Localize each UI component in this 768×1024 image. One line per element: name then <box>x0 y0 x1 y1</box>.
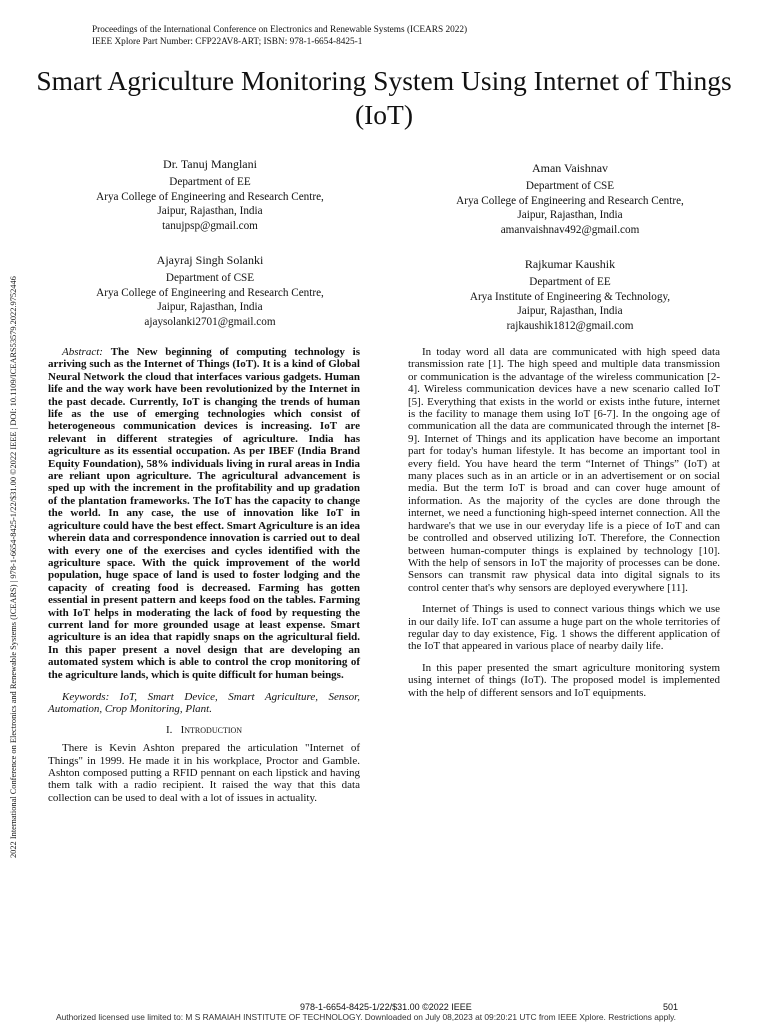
abstract-label: Abstract: <box>62 346 103 358</box>
conference-header <box>92 24 467 48</box>
author-dept: Department of EE <box>169 176 251 188</box>
author-block <box>405 257 735 333</box>
intro-paragraph: There is Kevin Ashton prepared the articulation "Internet of Things" in 1999. He made it in his workplace, Proctor and Gamble. Ashton composed putting a RFID pennant on each lipstick and having them talk with a radio recipient. It raised the way that this data collection can be used to deal with a lot of issues in actuality. <box>48 742 360 804</box>
author-name: Rajkumar Kaushik <box>524 257 616 271</box>
abstract-text: The New beginning of computing technology is arriving such as the Internet of Things (IoT). It is a kind of Global Neural Network the cloud that interfaces various gadgets. Human life and the way work have been revolutionized by the Internet in the past decade. Currently, IoT is changing the trends of human life as the use of emerging technologies which consist of heterogeneous communication devices is increasing. IoT are relevant in different strategies of agriculture. India has agriculture as its essential occupation. As per IBEF (India Brand Equity Foundation), 58% individuals living in rural areas in India are reliant upon agriculture. The agricultural advancement is sped up with the increment in the profitability and up gradation of the plantation frameworks. The IoT has the capacity to change the world. In any case, the use of innovation like IoT in agriculture could have the best effect. Smart Agriculture is an idea wherein data and correspondence innovation is carried out to deal with every one of the exercises and cycles identified with the agriculture space. With the quick improvement of the world population, huge space of land is used to foster lodging and the capacity of creating food is decreased. Farming has gotten essential in present pattern and keeps food on the tables. Farming with IoT helps in moderating the lack of food by requesting the current land for more grounded usage at least expense. Smart agriculture is an idea that rapidly snaps on the agricultural field. In this paper present a novel design that are developing an automated system which is able to control the crop monitoring of the agriculture lands, which is quite difficult for human beings. <box>48 346 360 681</box>
author-email: ajaysolanki2701@gmail.com <box>144 315 276 328</box>
author-name: Aman Vaishnav <box>531 161 609 175</box>
author-email: amanvaishnav492@gmail.com <box>500 223 640 236</box>
author-name: Dr. Tanuj Manglani <box>163 157 257 171</box>
license-notice: Authorized licensed use limited to: M S RAMAIAH INSTITUTE OF TECHNOLOGY. Downloaded on July 08,2023 at 09:20:21 UTC from IEEE Xplore. Restrictions apply. <box>56 1012 677 1022</box>
right-column <box>408 346 720 699</box>
author-dept: Department of EE <box>529 276 611 288</box>
footer-code: 978-1-6654-8425-1/22/$31.00 ©2022 IEEE <box>300 1002 472 1012</box>
body-paragraph: In this paper presented the smart agriculture monitoring system using internet of things (IoT). The proposed model is implemented with the help of different sensors and IoT equipments. <box>408 661 720 699</box>
author-inst: Arya College of Engineering and Research Centre, <box>96 286 324 299</box>
abstract <box>48 346 360 681</box>
isbn-line: IEEE Xplore Part Number: CFP22AV8-ART; ISBN: 978-1-6654-8425-1 <box>92 37 363 47</box>
section-heading <box>48 724 360 736</box>
author-dept: Department of CSE <box>165 272 255 284</box>
author-loc: Jaipur, Rajasthan, India <box>157 301 263 313</box>
author-block <box>45 253 375 329</box>
section-title: Introduction <box>180 723 243 736</box>
left-column <box>48 346 360 804</box>
doi-text: 2022 International Conference on Electronics and Renewable Systems (ICEARS) | 978-1-6654-8425-1/22/$31.00 ©2022 IEEE | DOI: 10.1109/ICEARS53579.2022.9752446 <box>9 276 18 858</box>
doi-sidebar <box>8 172 22 858</box>
author-loc: Jaipur, Rajasthan, India <box>517 209 623 221</box>
author-inst: Arya Institute of Engineering & Technology, <box>469 290 671 303</box>
body-paragraph: Internet of Things is used to connect various things which we use in our daily life. IoT can assume a huge part on the whole territories of regular day to day existence, Fig. 1 shows the different application of the IoT that appeared in various place of nearby daily life. <box>408 603 720 653</box>
paper-title: Smart Agriculture Monitoring System Using Internet of Things (IoT) <box>36 65 732 130</box>
conference-line: Proceedings of the International Conference on Electronics and Renewable Systems (ICEARS 2022) <box>92 25 468 35</box>
author-email: tanujpsp@gmail.com <box>162 219 258 232</box>
author-loc: Jaipur, Rajasthan, India <box>157 205 263 217</box>
section-number: I. <box>165 723 173 736</box>
page-number: 501 <box>663 1002 679 1012</box>
author-dept: Department of CSE <box>525 180 615 192</box>
author-block <box>405 161 735 237</box>
body-paragraph: In today word all data are communicated with high speed data transmission rate [1]. The high speed and multiple data transmission or communication is the advantage of the wireless communication [2-4]. Wireless communication devices have a new scenario called IoT [5]. Everything that exists in the world or exists inthe future, internet is the facility to manage them using IoT [6-7]. In the ongoing age of communication all the data are communicated through the internet [8-9]. Internet of Things and its application have become an important part for today's human lifestyle. It has become an important tool in every field. You have heard the term “Internet of Things” (IoT) at many places such as in an article or in an advertisement or on social media. But the term IoT is broad and can cover huge amount of information. As the majority of the cycles are done through the internet, we need a functioning high-speed internet connection. All the hardware's that we use in our everyday life is a piece of IoT and can be controlled and observed utilizing IoT. Therefore, the Connection between human-computer things is explained by technology [10]. With the help of sensors in IoT the majority of processes can be done. Sensors can transmit raw physical data into digital signals to its control center that's why sensors are deployed everywhere [11]. <box>408 346 720 594</box>
author-block <box>45 157 375 233</box>
author-loc: Jaipur, Rajasthan, India <box>517 305 623 317</box>
author-inst: Arya College of Engineering and Research Centre, <box>96 190 324 203</box>
author-inst: Arya College of Engineering and Research Centre, <box>456 194 684 207</box>
author-email: rajkaushik1812@gmail.com <box>506 319 634 332</box>
author-name: Ajayraj Singh Solanki <box>156 253 264 267</box>
keywords: Keywords: IoT, Smart Device, Smart Agriculture, Sensor, Automation, Crop Monitoring, Plant. <box>48 690 360 716</box>
